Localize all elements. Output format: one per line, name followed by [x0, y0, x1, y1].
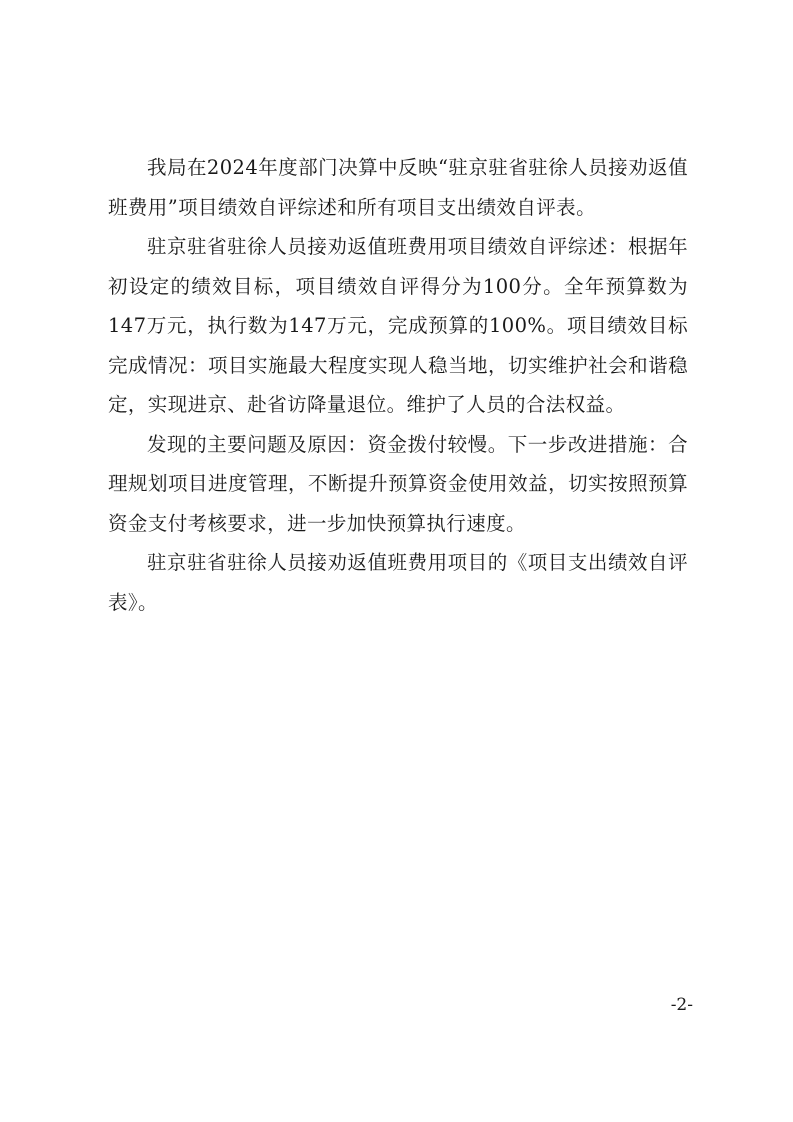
paragraph-issues: 发现的主要问题及原因：资金拨付较慢。下一步改进措施：合理规划项目进度管理，不断提升预算资金使用效益，切实按照预算资金支付考核要求，进一步加快预算执行速度。	[108, 432, 688, 535]
page-number: -2-	[670, 995, 693, 1015]
document-body	[108, 148, 688, 622]
paragraph-summary: 驻京驻省驻徐人员接劝返值班费用项目绩效自评综述：根据年初设定的绩效目标，项目绩效自评得分为100分。全年预算数为147万元，执行数为147万元，完成预算的100%。项目绩效目标完成情况：项目实施最大程度实现人稳当地，切实维护社会和谐稳定，实现进京、赴省访降量退位。维护了人员的合法权益。	[108, 235, 688, 416]
paragraph-intro: 我局在2024年度部门决算中反映“驻京驻省驻徐人员接劝返值班费用”项目绩效自评综述和所有项目支出绩效自评表。	[108, 156, 688, 219]
paragraph-attachment: 驻京驻省驻徐人员接劝返值班费用项目的《项目支出绩效自评表》。	[108, 551, 688, 614]
